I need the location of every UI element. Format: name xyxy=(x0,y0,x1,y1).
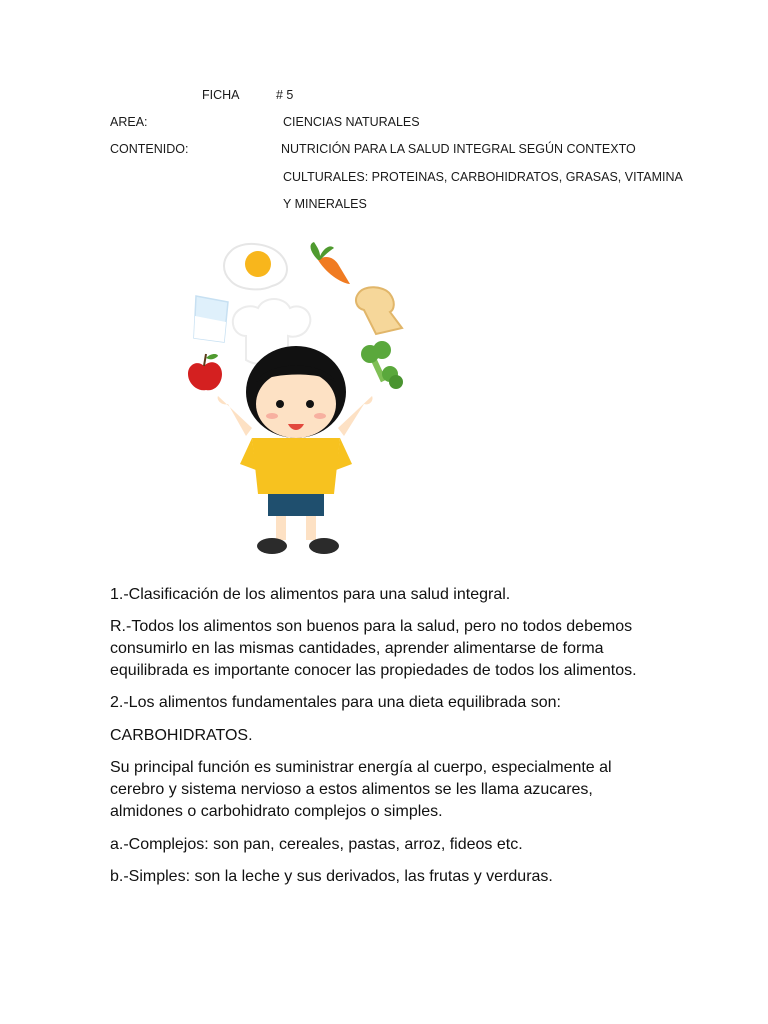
broccoli-icon xyxy=(361,341,403,389)
function-line: cerebro y sistema nervioso a estos alimentos se les llama azucares, xyxy=(110,781,593,798)
answer-line: consumirlo en las mismas cantidades, aprender alimentarse de forma xyxy=(110,640,604,657)
milk-glass-icon xyxy=(194,296,228,342)
area-value: CIENCIAS NATURALES xyxy=(283,115,420,129)
answer-line: equilibrada es importante conocer las propiedades de todos los alimentos. xyxy=(110,662,637,679)
contenido-line: CULTURALES: PROTEINAS, CARBOHIDRATOS, GRASAS, VITAMINA xyxy=(283,170,683,184)
carrot-icon xyxy=(311,242,350,284)
answer-paragraph xyxy=(110,616,670,682)
ficha-number: # 5 xyxy=(276,88,294,102)
nutrition-illustration xyxy=(168,232,418,562)
apple-icon xyxy=(188,354,222,390)
function-paragraph xyxy=(110,757,670,823)
answer-line: R.-Todos los alimentos son buenos para la salud, pero no todos debemos xyxy=(110,618,633,635)
question-2: 2.-Los alimentos fundamentales para una dieta equilibrada son: xyxy=(110,694,561,711)
chef-boy-icon xyxy=(218,346,373,554)
simples-item: b.-Simples: son la leche y sus derivados, las frutas y verduras. xyxy=(110,868,553,885)
area-label: AREA: xyxy=(110,115,148,129)
ficha-label: FICHA xyxy=(202,88,240,102)
question-1: 1.-Clasificación de los alimentos para una salud integral. xyxy=(110,586,511,603)
contenido-line: NUTRICIÓN PARA LA SALUD INTEGRAL SEGÚN CONTEXTO xyxy=(281,142,636,156)
section-title: CARBOHIDRATOS. xyxy=(110,727,253,744)
contenido-label: CONTENIDO: xyxy=(110,142,189,156)
fried-egg-icon xyxy=(224,244,287,289)
bread-slice-icon xyxy=(356,287,402,334)
complejos-item: a.-Complejos: son pan, cereales, pastas, arroz, fideos etc. xyxy=(110,836,523,853)
function-line: almidones o carbohidrato complejos o simples. xyxy=(110,803,443,820)
function-line: Su principal función es suministrar energía al cuerpo, especialmente al xyxy=(110,759,612,776)
contenido-line: Y MINERALES xyxy=(283,197,367,211)
